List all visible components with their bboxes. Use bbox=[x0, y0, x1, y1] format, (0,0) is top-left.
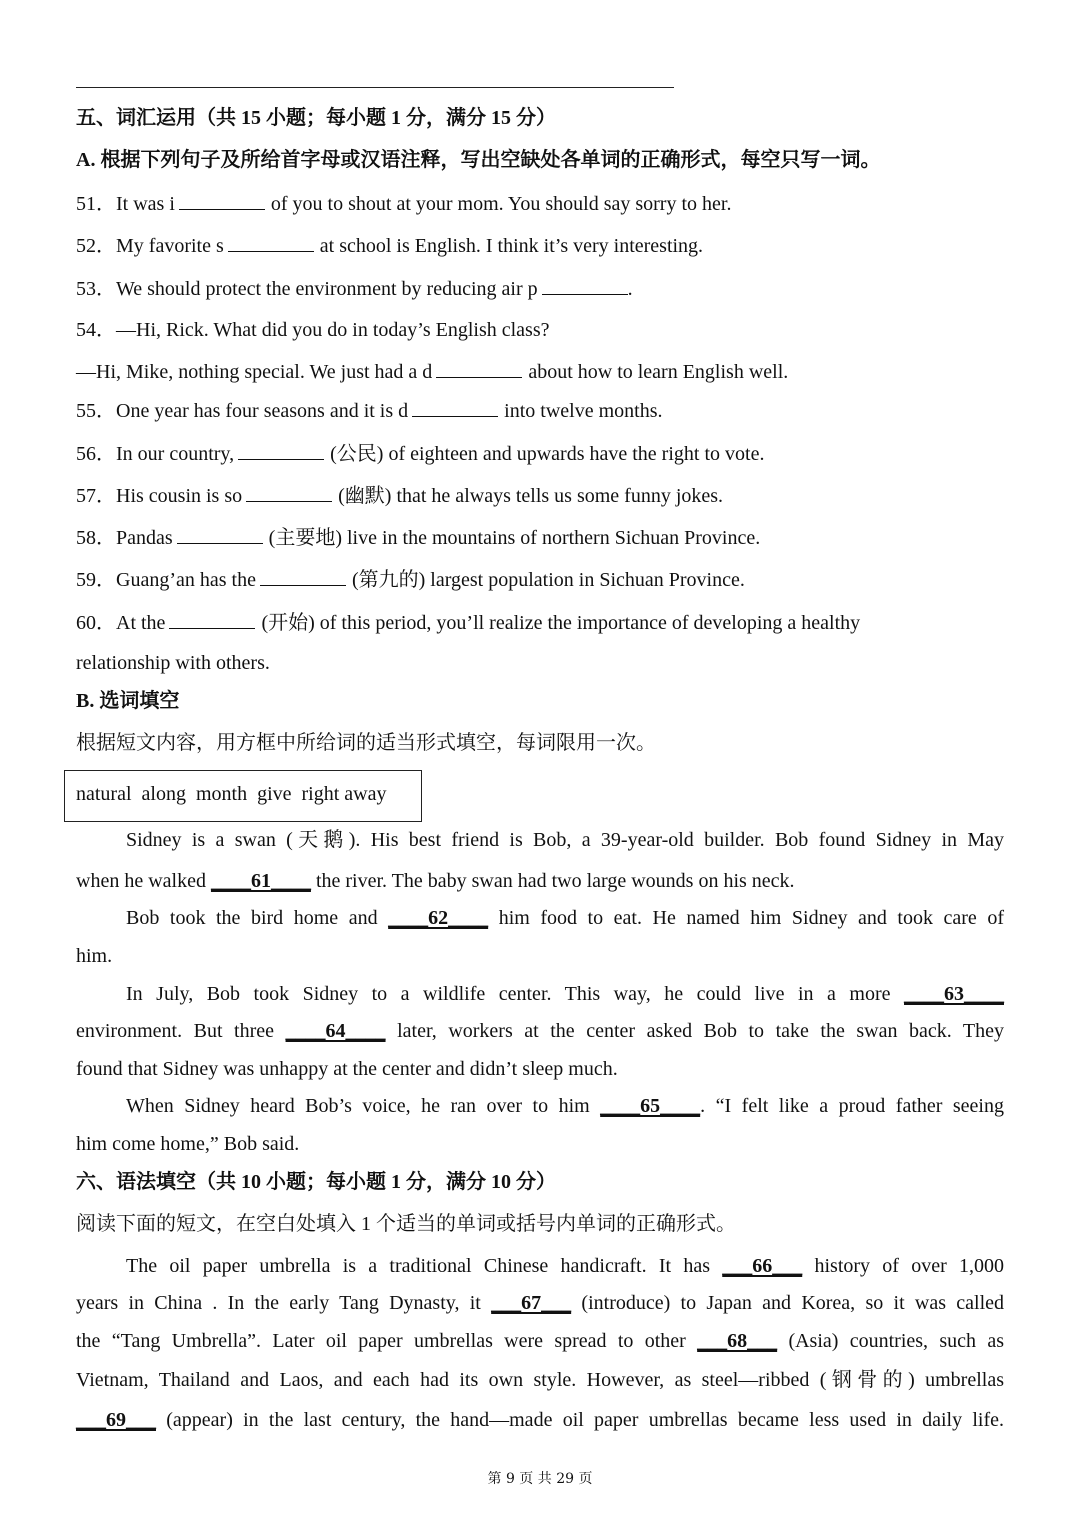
passage-6-line: The oil paper umbrella is a traditional Chinese handicraft. It has ___66___ history of over 1,000 bbox=[126, 1255, 1004, 1277]
part-b-instruction: 根据短文内容，用方框中所给词的适当形式填空，每词限用一次。 bbox=[76, 732, 656, 754]
question-53: 53．We should protect the environment by reducing air p . bbox=[76, 278, 633, 300]
passage-b-line: In July, Bob took Sidney to a wildlife center. This way, he could live in a more ____63____ bbox=[126, 983, 1004, 1005]
answer-blank[interactable] bbox=[169, 610, 255, 629]
question-58: 58．Pandas (主要地) live in the mountains of northern Sichuan Province. bbox=[76, 527, 761, 549]
question-59: 59．Guang’an has the (第九的) largest population in Sichuan Province. bbox=[76, 569, 745, 591]
blank-61[interactable]: ____61____ bbox=[210, 870, 311, 892]
passage-b-line: found that Sidney was unhappy at the center and didn’t sleep much. bbox=[76, 1058, 618, 1080]
part-a-instruction: A. 根据下列句子及所给首字母或汉语注释，写出空缺处各单词的正确形式，每空只写一词。 bbox=[76, 149, 881, 171]
passage-b-line: him come home,” Bob said. bbox=[76, 1133, 300, 1155]
passage-b-line: him. bbox=[76, 945, 113, 967]
part-b-heading: B. 选词填空 bbox=[76, 690, 180, 712]
page-footer: 第 9 页 共 29 页 bbox=[487, 1471, 593, 1487]
blank-62[interactable]: ____62____ bbox=[388, 907, 489, 929]
answer-blank[interactable] bbox=[246, 483, 332, 502]
passage-b-line: Sidney is a swan (天鹅). His best friend is Bob, a 39-year-old builder. Bob found Sidney in May bbox=[126, 829, 1004, 851]
word-box-words: natural along month give right away bbox=[76, 783, 387, 805]
blank-69[interactable]: ___69___ bbox=[76, 1409, 156, 1431]
question-54-line-2: —Hi, Mike, nothing special. We just had a d about how to learn English well. bbox=[76, 361, 789, 383]
answer-blank[interactable] bbox=[177, 525, 263, 544]
passage-6-line: years in China . In the early Tang Dynasty, it ___67___ (introduce) to Japan and Korea, so it was called bbox=[76, 1292, 1005, 1314]
answer-blank[interactable] bbox=[412, 398, 498, 417]
passage-b-line: environment. But three ____64____ later, workers at the center asked Bob to take the swan back. They bbox=[76, 1020, 1005, 1042]
passage-b-line: When Sidney heard Bob’s voice, he ran over to him ____65____. “I felt like a proud father seeing bbox=[126, 1095, 1004, 1117]
passage-6-line: Vietnam, Thailand and Laos, and each had its own style. However, as steel—ribbed (钢骨的) umbrellas bbox=[76, 1369, 1004, 1391]
question-60-line-1: 60．At the (开始) of this period, you’ll realize the importance of developing a healthy bbox=[76, 612, 861, 634]
question-51: 51．It was i of you to shout at your mom. You should say sorry to her. bbox=[76, 193, 732, 215]
question-57: 57．His cousin is so (幽默) that he always tells us some funny jokes. bbox=[76, 485, 724, 507]
blank-64[interactable]: ____64____ bbox=[285, 1020, 386, 1042]
answer-blank[interactable] bbox=[228, 233, 314, 252]
answer-blank[interactable] bbox=[179, 191, 265, 210]
blank-68[interactable]: ___68___ bbox=[697, 1330, 778, 1352]
blank-63[interactable]: ____63____ bbox=[904, 983, 1004, 1005]
section-6-heading: 六、语法填空（共 10 小题；每小题 1 分，满分 10 分） bbox=[76, 1171, 556, 1193]
header-rule bbox=[76, 87, 674, 88]
passage-6-line: the “Tang Umbrella”. Later oil paper umbrellas were spread to other ___68___ (Asia) countries, such as bbox=[76, 1330, 1004, 1352]
answer-blank[interactable] bbox=[238, 441, 324, 460]
passage-b-line: when he walked ____61____ the river. The baby swan had two large wounds on his neck. bbox=[76, 870, 795, 892]
answer-blank[interactable] bbox=[260, 567, 346, 586]
blank-67[interactable]: ___67___ bbox=[491, 1292, 572, 1314]
question-55: 55．One year has four seasons and it is d into twelve months. bbox=[76, 400, 663, 422]
passage-6-line: ___69___ (appear) in the last century, the hand—made oil paper umbrellas became less used in daily life. bbox=[76, 1409, 1005, 1431]
question-54-line-1: 54．—Hi, Rick. What did you do in today’s English class? bbox=[76, 319, 550, 341]
blank-66[interactable]: ___66___ bbox=[722, 1255, 803, 1277]
section-5-heading: 五、词汇运用（共 15 小题；每小题 1 分，满分 15 分） bbox=[76, 107, 556, 129]
passage-b-line: Bob took the bird home and ____62____ him food to eat. He named him Sidney and took care of bbox=[126, 907, 1005, 929]
question-52: 52．My favorite s at school is English. I think it’s very interesting. bbox=[76, 235, 704, 257]
section-6-instruction: 阅读下面的短文，在空白处填入 1 个适当的单词或括号内单词的正确形式。 bbox=[76, 1213, 736, 1235]
answer-blank[interactable] bbox=[436, 359, 522, 378]
blank-65[interactable]: ____65____ bbox=[600, 1095, 701, 1117]
answer-blank[interactable] bbox=[542, 276, 628, 295]
question-60-line-2: relationship with others. bbox=[76, 652, 270, 674]
question-56: 56．In our country, (公民) of eighteen and upwards have the right to vote. bbox=[76, 443, 765, 465]
